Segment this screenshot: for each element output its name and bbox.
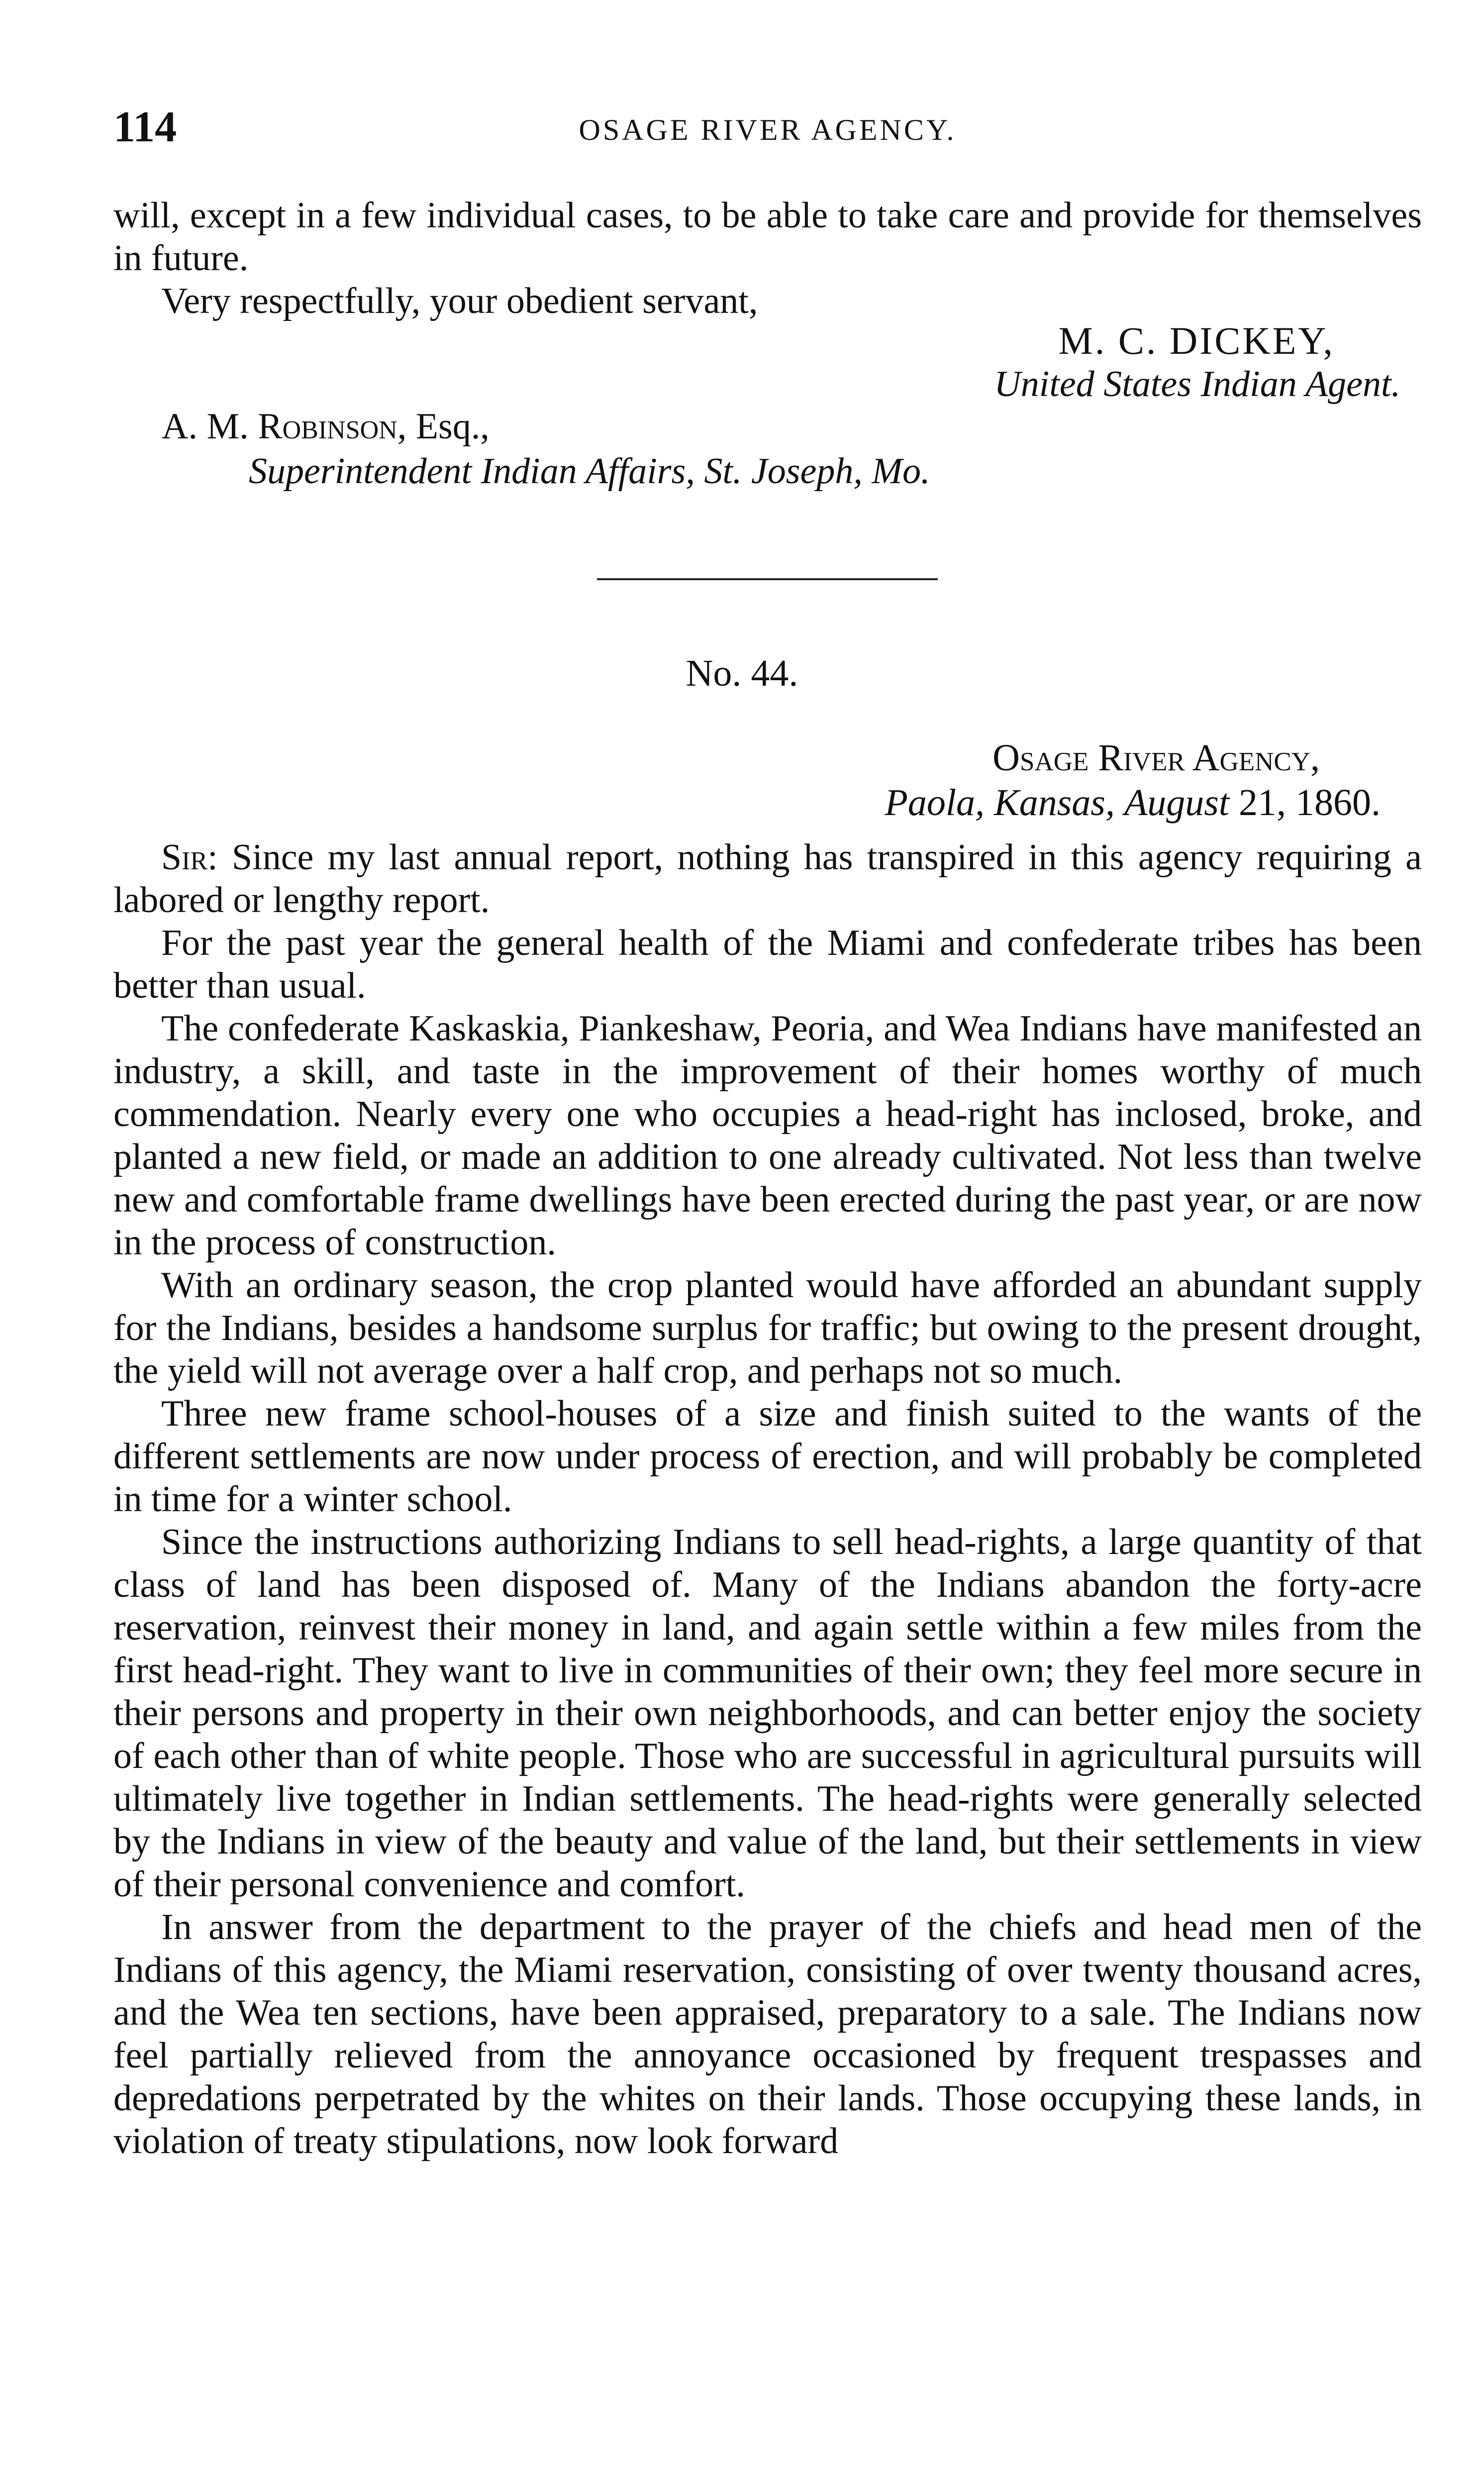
addressee-suffix: , Esq., <box>397 406 490 447</box>
letter-dateline <box>885 781 1381 825</box>
document-number: No. 44. <box>686 652 798 694</box>
running-head <box>113 102 1422 157</box>
valediction: Very respectfully, your obedient servant, <box>161 281 758 321</box>
running-title: OSAGE RIVER AGENCY. <box>579 113 957 146</box>
paragraph-1-text: : Since my last annual report, nothing has transpired in this agency requiring a labored or lengthy report. <box>113 837 1422 921</box>
paragraph-4: With an ordinary season, the crop planted would have afforded an abundant supply for the Indians, besides a handsome surplus for traffic; but owing to the present drought, the yield will not average over a half crop, and perhaps not so much. <box>113 1265 1422 1391</box>
addressee-initials: A. M. <box>162 406 249 447</box>
previous-letter-closing <box>113 194 1422 322</box>
letter-place: Osage River Agency, <box>992 737 1320 779</box>
paragraph-1 <box>113 836 1422 922</box>
section-divider <box>597 578 938 580</box>
closing-paragraph: will, except in a few individual cases, to be able to take care and provide for themselves in future. <box>113 195 1422 279</box>
addressee-surname: Robinson <box>258 406 397 447</box>
dateline-place: Paola, Kansas, <box>885 782 1115 824</box>
letter-body <box>113 836 1422 2163</box>
dateline-day-year: 21, 1860. <box>1239 782 1381 824</box>
paragraph-7: In answer from the department to the prayer of the chiefs and head men of the Indians of this agency, the Miami reservation, consisting of over twenty thousand acres, and the Wea ten sections, have been appraised, preparatory to a sale. The Indians now feel partially relieved from the annoyance occasioned by frequent trespasses and depredations perpetrated by the whites on their lands. Those occupying these lands, in violation of treaty stipulations, now look forward <box>113 1907 1422 2162</box>
paragraph-2: For the past year the general health of the Miami and confederate tribes has been better than usual. <box>113 923 1422 1006</box>
addressee-title: Superintendent Indian Affairs, St. Joseph, Mo. <box>249 451 930 492</box>
signature-name: M. C. DICKEY, <box>1058 319 1335 362</box>
paragraph-5: Three new frame school-houses of a size and finish suited to the wants of the different settlements are now under process of erection, and will probably be completed in time for a winter school. <box>113 1393 1422 1520</box>
page-number: 114 <box>113 103 177 151</box>
dateline-month: August <box>1124 782 1229 824</box>
paragraph-6: Since the instructions authorizing Indians to sell head-rights, a large quantity of that class of land has been disposed of. Many of the Indians abandon the forty-acre reservation, reinvest their money in land, and again settle within a few miles from the first head-right. They want to live in communities of their own; they feel more secure in their persons and property in their own neighborhoods, and can better enjoy the society of each other than of white people. Those who are successful in agricultural pursuits will ultimately live together in Indian settlements. The head-rights were generally selected by the Indians in view of the beauty and value of the land, but their settlements in view of their personal convenience and comfort. <box>113 1522 1422 1905</box>
paragraph-3: The confederate Kaskaskia, Piankeshaw, Peoria, and Wea Indians have manifested an industry, a skill, and taste in the improvement of their homes worthy of much commendation. Nearly every one who occupies a head-right has inclosed, broke, and planted a new field, or made an addition to one already cultivated. Not less than twelve new and comfortable frame dwellings have been erected during the past year, or are now in the process of construction. <box>113 1008 1422 1263</box>
addressee-name <box>162 406 490 448</box>
salutation: Sir <box>161 837 208 878</box>
signature-title: United States Indian Agent. <box>994 364 1400 405</box>
